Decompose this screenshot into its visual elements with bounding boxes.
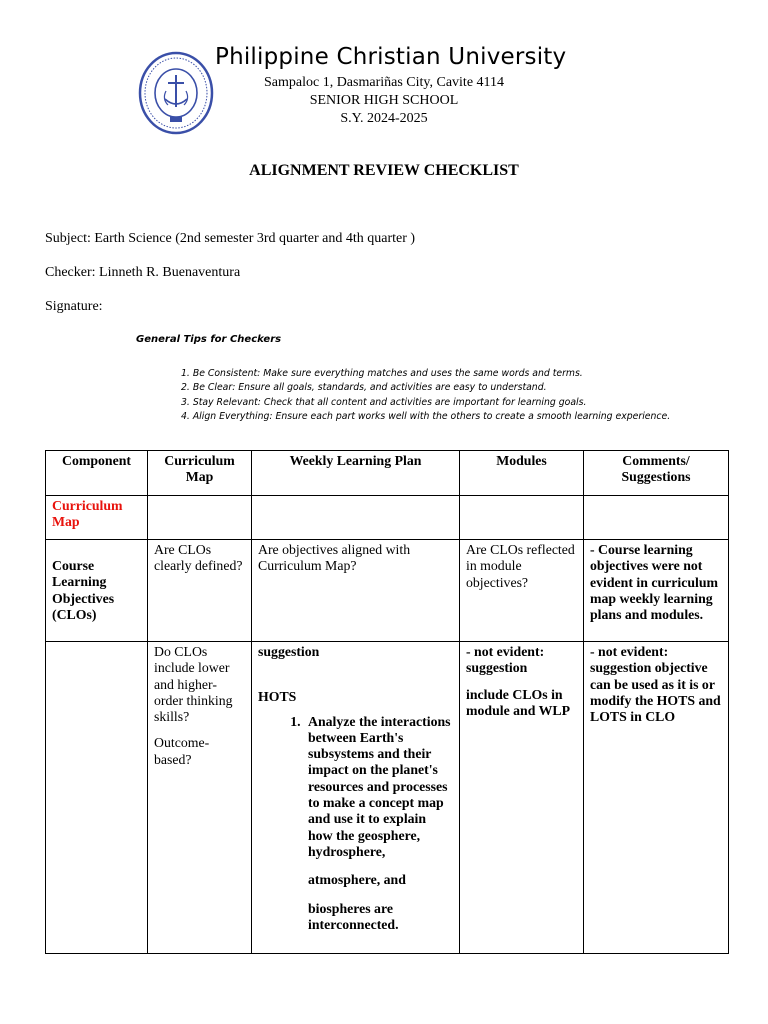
university-address: Sampaloc 1, Dasmariñas City, Cavite 4114 [263,75,505,90]
thinking-skills-comments-cell: - not evident: suggestion objective can be used as it is or modify the HOTS and LOTS in CLO [584,642,729,954]
row-clo-label: Course Learning Objectives (CLOs) [46,540,148,642]
document-title: ALIGNMENT REVIEW CHECKLIST [249,162,519,179]
tips-title: General Tips for Checkers [136,334,282,345]
header-weekly-learning-plan: Weekly Learning Plan [252,451,460,496]
clo-curriculum-map-cell: Are CLOs clearly defined? [148,540,252,642]
checker-line: Checker: Linneth R. Buenaventura [45,265,241,280]
modules-not-evident: - not evident: suggestion [466,644,545,676]
tip-item: 1. Be Consistent: Make sure everything matches and uses the same words and terms. [181,368,583,379]
table-row [46,540,729,642]
thinking-skills-cell [148,642,252,954]
tip-item: 2. Be Clear: Ensure all goals, standards, and activities are easy to understand. [181,382,547,394]
hots-list [258,714,453,934]
row-curriculum-map-label: Curriculum Map [46,496,148,540]
university-name: Philippine Christian University [215,44,567,70]
tip-item: 4. Align Everything: Ensure each part works well with the others to create a smooth learning experience. [181,411,671,423]
university-seal-icon [138,51,214,135]
subject-line: Subject: Earth Science (2nd semester 3rd quarter and 4th quarter ) [45,231,416,246]
clo-comments-cell: - Course learning objectives were not evident in curriculum map weekly learning plans and modules. [584,540,729,642]
clo-modules-cell: Are CLOs reflected in module objectives? [460,540,584,642]
thinking-skills-question: Do CLOs include lower and higher-order thinking skills? [154,644,233,725]
signature-line: Signature: [45,299,103,314]
modules-include-clos: include CLOs in module and WLP [466,686,571,718]
table-cell [252,496,460,540]
header-modules: Modules [460,451,584,496]
header-comments: Comments/ Suggestions [584,451,729,496]
wlp-suggestion-cell [252,642,460,954]
table-row [46,642,729,954]
table-row [46,496,729,540]
department-name: SENIOR HIGH SCHOOL [309,93,459,108]
table-cell [46,642,148,954]
list-item [304,714,453,934]
tip-item: 3. Stay Relevant: Check that all content and activities are important for learning goals. [181,396,587,408]
tips-list [181,367,670,425]
school-year: S.Y. 2024-2025 [340,111,428,126]
hots-item-continued: atmosphere, and [308,872,406,888]
hots-item-text: Analyze the interactions between Earth's subsystems and their impact on the planet's resources and processes to make a concept map and use it to explain how the geosphere, hydrosphere, [308,713,451,859]
table-cell [584,496,729,540]
modules-suggestion-cell [460,642,584,954]
table-cell [460,496,584,540]
clo-wlp-cell: Are objectives aligned with Curriculum Map? [252,540,460,642]
outcome-based-question: Outcome-based? [154,735,210,767]
table-header-row [46,451,729,496]
hots-label: HOTS [258,689,297,705]
header-component: Component [46,451,148,496]
suggestion-label: suggestion [258,644,320,659]
hots-item-continued: biospheres are interconnected. [308,900,399,932]
table-cell [148,496,252,540]
header-curriculum-map: Curriculum Map [148,451,252,496]
alignment-review-table [45,450,729,954]
